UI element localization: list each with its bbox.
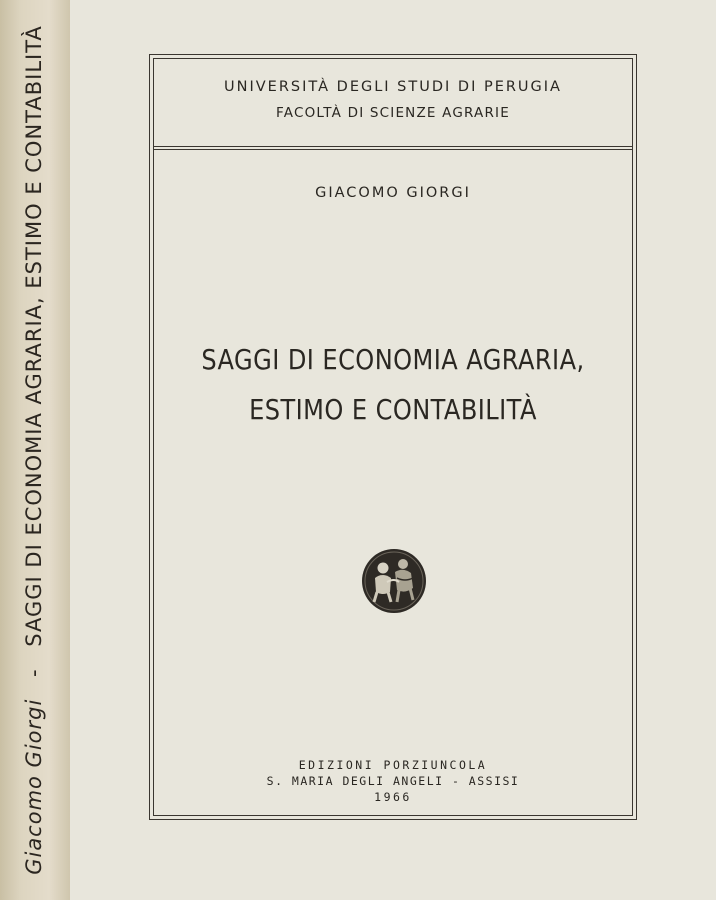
publication-year: 1966 <box>374 790 412 804</box>
round-emblem-icon <box>361 548 427 618</box>
book-title-line-1: SAGGI DI ECONOMIA AGRARIA, <box>201 343 585 376</box>
book-title-line-2: ESTIMO E CONTABILITÀ <box>249 393 537 426</box>
spine-author: Giacomo Giorgi <box>22 698 46 875</box>
author-name: GIACOMO GIORGI <box>315 185 471 201</box>
faculty-name: FACOLTÀ DI SCIENZE AGRARIE <box>276 105 510 121</box>
header-divider <box>154 149 632 150</box>
spine-text <box>22 25 46 875</box>
spine-title: SAGGI DI ECONOMIA AGRARIA, ESTIMO E CONTABILITÀ <box>22 25 46 647</box>
spine-separator: - <box>22 668 46 677</box>
cover-frame-outer <box>149 54 637 820</box>
university-name: UNIVERSITÀ DEGLI STUDI DI PERUGIA <box>224 79 562 95</box>
publisher-name: EDIZIONI PORZIUNCOLA <box>298 758 488 772</box>
book-cover <box>70 0 716 900</box>
book-spine <box>0 0 71 900</box>
cover-frame-inner <box>153 58 633 816</box>
cover-header <box>154 59 632 147</box>
publisher-place: S. MARIA DEGLI ANGELI - ASSISI <box>266 774 520 788</box>
